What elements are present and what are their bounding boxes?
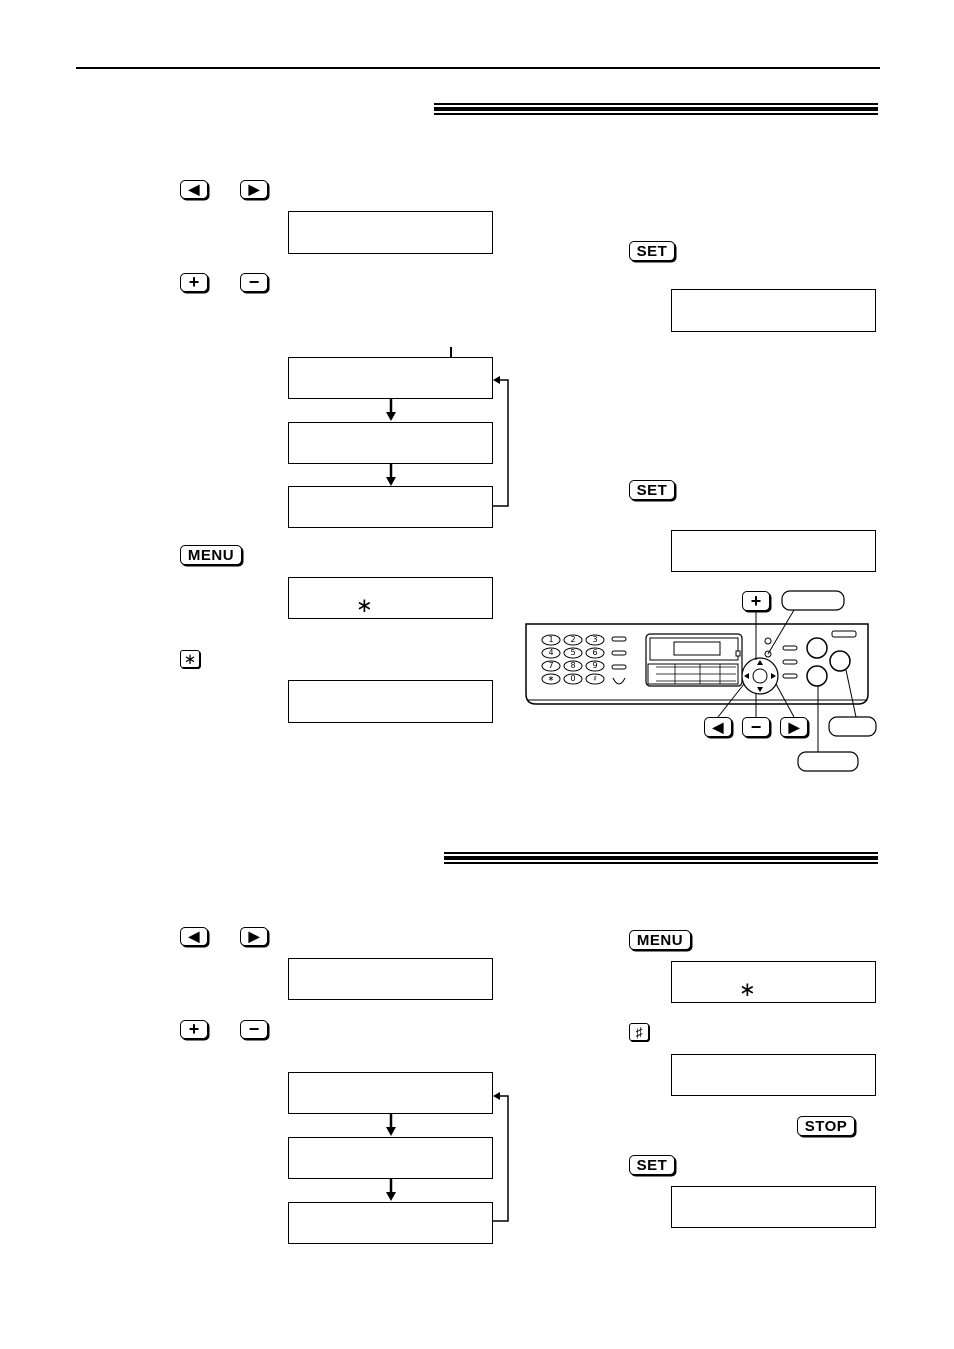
arrow-down-icon: [386, 1179, 396, 1201]
callout-right-key[interactable]: ▶: [780, 717, 808, 737]
device-keypad-label: 2: [570, 635, 576, 644]
callout-left-key[interactable]: ◀: [704, 717, 732, 737]
hash-key[interactable]: ♯: [629, 1023, 649, 1041]
device-keypad-label: ♯: [593, 674, 597, 683]
device-keypad-label: 1: [548, 635, 554, 644]
set-key-3[interactable]: SET: [629, 1155, 675, 1175]
device-keypad-label: 5: [570, 648, 576, 657]
loop-arrow-icon: [493, 1092, 508, 1221]
lcd-star-mark: ∗: [356, 593, 373, 617]
star-key[interactable]: ∗: [180, 650, 200, 668]
set-key-2[interactable]: SET: [629, 480, 675, 500]
device-keypad-label: 4: [548, 648, 554, 657]
device-keypad-label: 0: [570, 674, 576, 683]
device-keypad-label: 8: [570, 661, 576, 670]
arrow-down-icon: [386, 1114, 396, 1136]
device-keypad-label: 9: [592, 661, 598, 670]
right-arrow-key[interactable]: ▶: [240, 180, 268, 199]
lcd-display-9: [671, 1186, 876, 1228]
stop-key[interactable]: STOP: [797, 1116, 855, 1136]
minus-key-2[interactable]: −: [240, 1020, 268, 1039]
callout-minus-key[interactable]: −: [742, 717, 770, 737]
left-arrow-key[interactable]: ◀: [180, 180, 208, 199]
plus-key-2[interactable]: +: [180, 1020, 208, 1039]
callout-plus-key[interactable]: +: [742, 591, 770, 611]
device-keypad-label: 6: [592, 648, 598, 657]
lcd-star-mark: ∗: [739, 977, 756, 1001]
lcd-display-7: [671, 961, 876, 1003]
device-keypad-label: 7: [548, 661, 554, 670]
plus-key[interactable]: +: [180, 273, 208, 292]
device-keypad-label: 3: [592, 635, 598, 644]
device-keypad-label: ∗: [547, 674, 555, 683]
lcd-display-8: [671, 1054, 876, 1096]
left-arrow-key-2[interactable]: ◀: [180, 927, 208, 946]
menu-key[interactable]: MENU: [180, 545, 242, 565]
set-key-1[interactable]: SET: [629, 241, 675, 261]
minus-key[interactable]: −: [240, 273, 268, 292]
right-arrow-key-2[interactable]: ▶: [240, 927, 268, 946]
menu-key-2[interactable]: MENU: [629, 930, 691, 950]
